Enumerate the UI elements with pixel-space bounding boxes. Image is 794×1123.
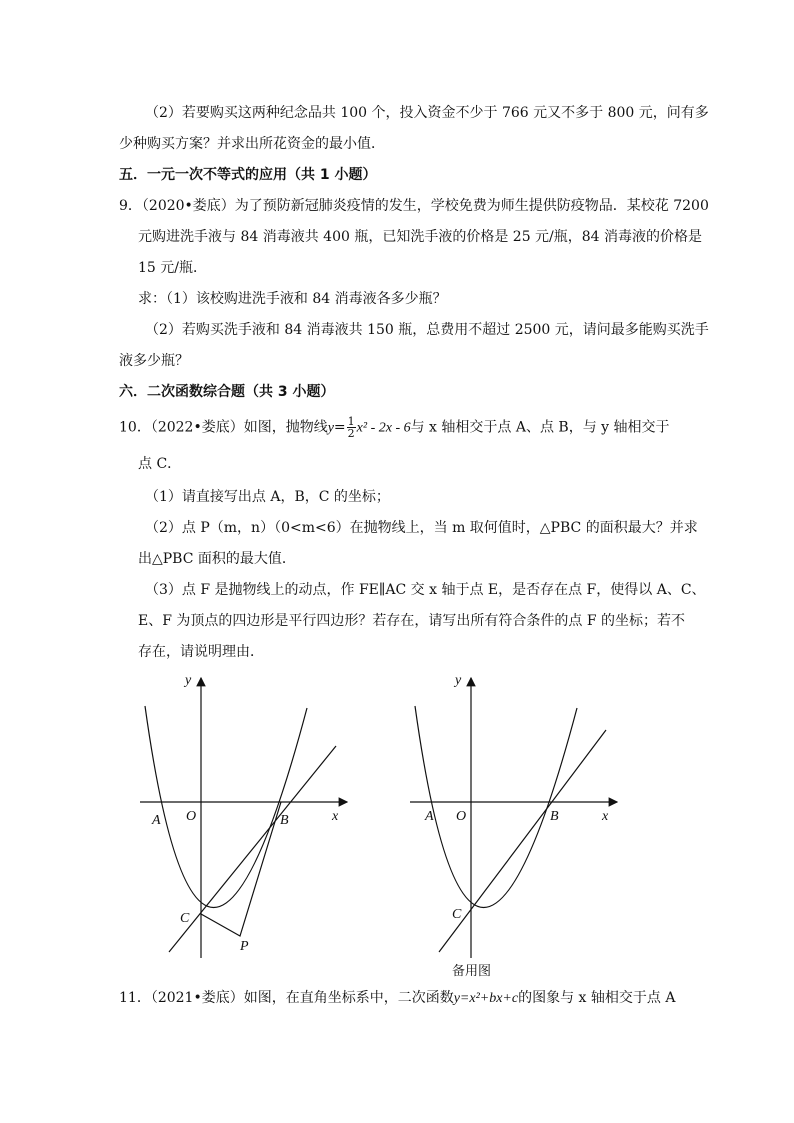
backup-figure-caption: 备用图 <box>452 964 492 979</box>
label-c: C <box>452 907 462 922</box>
q8-part2-line1: （2）若要购买这两种纪念品共 100 个，投入资金不少于 766 元又不多于 800 元，问有多 <box>145 105 709 121</box>
q10-intro-end: 与 x 轴相交于点 A、点 B，与 y 轴相交于 <box>410 419 670 436</box>
label-o: O <box>456 809 467 824</box>
q10-line1: 10．（2022•娄底）如图，抛物线y= $\frac{1}{2}$ x² - 2x - 6与 x 轴相交于点 A、点 B，与 y 轴相交于 <box>119 415 670 440</box>
q10-figure-main <box>135 668 365 958</box>
parabola-curve <box>415 706 577 908</box>
q10-figure-backup <box>405 668 635 958</box>
section-heading-6: 六．二次函数综合题（共 3 小题） <box>119 384 335 400</box>
q10-part3-line1: （3）点 F 是抛物线上的动点，作 FE∥AC 交 x 轴于点 E，是否存在点 F，使得以 A、C、 <box>145 582 706 598</box>
q10-part2-line1: （2）点 P（m，n）（0<m<6）在抛物线上，当 m 取何值时，△PBC 的面积最大？并求 <box>145 520 698 536</box>
q9-line1: 9．（2020•娄底）为了预防新冠肺炎疫情的发生，学校免费为师生提供防疫物品．某校花 7200 <box>119 198 709 214</box>
q10-fraction: $\frac{1}{2}$ <box>347 415 355 440</box>
q8-part2-line2: 少种购买方案？并求出所花资金的最小值． <box>119 136 385 152</box>
label-b: B <box>550 809 559 824</box>
q9-line3: 15 元/瓶． <box>138 260 207 276</box>
q11-line1 <box>119 988 675 1009</box>
q11-intro: 11．（2021•娄底）如图，在直角坐标系中，二次函数 <box>119 990 454 1006</box>
label-a: A <box>152 813 161 828</box>
q9-line2: 元购进洗手液与 84 消毒液共 400 瓶，已知洗手液的价格是 25 元/瓶，84 消毒液的价格是 <box>138 229 703 245</box>
label-o: O <box>186 809 197 824</box>
q9-part2-line2: 液多少瓶？ <box>119 353 189 369</box>
label-y: y <box>455 673 462 688</box>
label-a: A <box>425 809 434 824</box>
q10-part3-line3: 存在，请说明理由． <box>138 644 264 660</box>
label-p: P <box>240 939 249 954</box>
q10-line2: 点 C． <box>138 456 182 472</box>
q10-function-y: y <box>327 420 334 436</box>
section-heading-5: 五．一元一次不等式的应用（共 1 小题） <box>119 167 377 183</box>
q10-part1: （1）请直接写出点 A，B，C 的坐标； <box>145 489 390 505</box>
q11-function: y=x²+bx+c <box>453 991 519 1006</box>
q9-part1: 求：（1）该校购进洗手液和 84 消毒液各多少瓶？ <box>138 291 447 307</box>
q10-part2-line2: 出△PBC 面积的最大值． <box>138 551 296 567</box>
line-bc <box>169 746 336 952</box>
q10-part3-line2: E、F 为顶点的四边形是平行四边形？若存在，请写出所有符合条件的点 F 的坐标；若不 <box>138 613 685 629</box>
label-c: C <box>180 911 190 926</box>
label-x: x <box>332 809 339 824</box>
q10-function-rest: x² - 2x - 6 <box>356 420 411 436</box>
label-x: x <box>602 809 609 824</box>
q10-intro: 10．（2022•娄底）如图，抛物线 <box>119 419 328 436</box>
triangle-pbc <box>201 802 281 936</box>
label-b: B <box>280 813 289 828</box>
q11-intro-end: 的图象与 x 轴相交于点 A <box>518 990 676 1006</box>
line-bc <box>439 730 606 952</box>
label-y: y <box>185 673 192 688</box>
q9-part2-line1: （2）若购买洗手液和 84 消毒液共 150 瓶，总费用不超过 2500 元，请问最多能购买洗手 <box>145 322 709 338</box>
parabola-curve <box>145 706 307 908</box>
